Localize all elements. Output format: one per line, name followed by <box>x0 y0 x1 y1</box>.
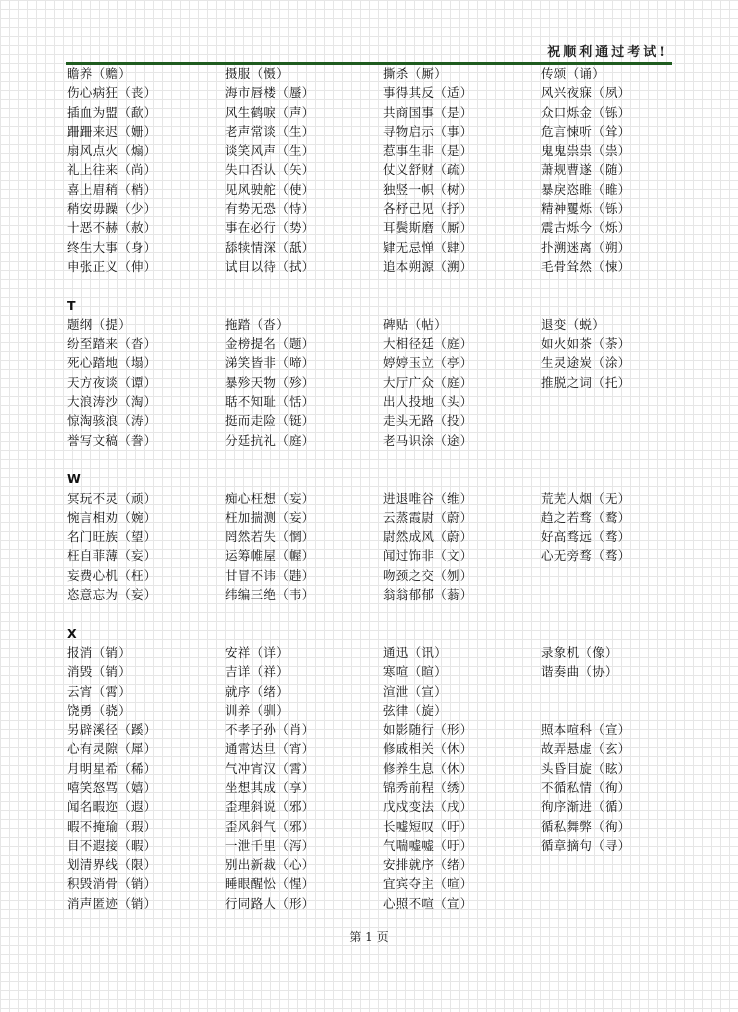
word-entry: 罔然若失（惘） <box>225 529 315 545</box>
word-entry: 云宵（霄） <box>67 683 132 699</box>
word-entry: 惋言相劝（婉） <box>67 509 157 525</box>
word-entry: 妄费心机（枉） <box>67 567 157 583</box>
word-entry: 见风驶舵（使） <box>225 181 315 197</box>
word-entry: 如影随行（形） <box>383 722 473 738</box>
word-entry: 故弄悬虚（玄） <box>541 741 631 757</box>
word-row <box>67 218 677 237</box>
word-row <box>67 103 677 122</box>
word-entry: 修养生息（休） <box>383 760 473 776</box>
word-entry: 翁翁郁郁（蓊） <box>383 587 473 603</box>
word-entry: 训养（驯） <box>225 702 290 718</box>
word-entry: 纬编三绝（韦） <box>225 587 315 603</box>
word-entry: 月明星希（稀） <box>67 760 157 776</box>
word-entry: 礼上往来（尚） <box>67 162 157 178</box>
word-entry: 事在必行（势） <box>225 220 315 236</box>
word-entry: 聒不知耻（恬） <box>225 394 315 410</box>
word-entry: 鬼鬼祟祟（祟） <box>541 143 631 159</box>
word-entry: 运筹帷屋（幄） <box>225 548 315 564</box>
word-entry: 题纲（提） <box>67 316 132 332</box>
section-letter-heading: W <box>67 471 81 487</box>
word-entry: 进退唯谷（维） <box>383 490 473 506</box>
word-entry: 气喘嘘嘘（吁） <box>383 837 473 853</box>
word-entry: 插血为盟（歃） <box>67 104 157 120</box>
word-entry: 心无旁骛（骛） <box>541 548 631 564</box>
word-entry: 闻名暇迩（遐） <box>67 799 157 815</box>
word-entry: 耳鬓斯磨（厮） <box>383 220 473 236</box>
word-entry: 趋之若骛（鹜） <box>541 509 631 525</box>
word-row <box>67 431 677 450</box>
word-entry: 誉写文稿（誊） <box>67 432 157 448</box>
word-row <box>67 160 677 179</box>
word-entry: 甘冒不讳（韪） <box>225 567 315 583</box>
word-row <box>67 508 677 527</box>
word-row <box>67 585 677 604</box>
word-entry: 心有灵隙（犀） <box>67 741 157 757</box>
word-row <box>67 817 677 836</box>
word-entry: 消声匿迹（销） <box>67 895 157 911</box>
word-entry: 报消（销） <box>67 644 132 660</box>
word-entry: 危言悚听（耸） <box>541 123 631 139</box>
word-row <box>67 489 677 508</box>
section-gap <box>67 276 677 295</box>
word-entry <box>541 894 677 913</box>
word-entry: 戊戍变法（戌） <box>383 799 473 815</box>
word-entry: 就序（绪） <box>225 683 290 699</box>
word-entry: 暇不掩瑜（瑕） <box>67 818 157 834</box>
word-row <box>67 643 677 662</box>
word-entry: 积毁消骨（销） <box>67 876 157 892</box>
word-entry: 荒芜人烟（无） <box>541 490 631 506</box>
section-letter-heading: T <box>67 297 76 313</box>
word-row <box>67 874 677 893</box>
word-entry: 传颂（诵） <box>541 66 606 81</box>
word-row <box>67 894 677 913</box>
word-entry: 婷婷玉立（亭） <box>383 355 473 371</box>
word-entry: 大相径廷（庭） <box>383 336 473 352</box>
word-entry: 稍安毋躁（少） <box>67 201 157 217</box>
word-entry: 通迅（讯） <box>383 644 448 660</box>
word-row <box>67 527 677 546</box>
word-entry: 安祥（详） <box>225 644 290 660</box>
word-entry: 寻物启示（事） <box>383 123 473 139</box>
word-row <box>67 682 677 701</box>
word-entry: 走头无路（投） <box>383 413 473 429</box>
word-entry: 渲泄（宣） <box>383 683 448 699</box>
word-entry: 肄无忌惮（肆） <box>383 239 473 255</box>
word-entry: 云蒸霞尉（蔚） <box>383 509 473 525</box>
word-entry: 嘻笑怒骂（嬉） <box>67 779 157 795</box>
word-entry: 生灵途炭（涂） <box>541 355 631 371</box>
word-entry: 头昏目旋（眩） <box>541 760 631 776</box>
word-entry: 照本喧科（宣） <box>541 722 631 738</box>
word-entry: 好高骛远（骛） <box>541 529 631 545</box>
word-entry: 不孝子孙（肖） <box>225 722 315 738</box>
word-row <box>67 199 677 218</box>
word-entry: 枉自菲薄（妄） <box>67 548 157 564</box>
word-entry: 通霄达旦（宵） <box>225 741 315 757</box>
word-entry: 涕笑皆非（啼） <box>225 355 315 371</box>
word-entry: 舔犊情深（舐） <box>225 239 315 255</box>
word-entry: 目不遐接（暇） <box>67 837 157 853</box>
word-entry: 碑贴（帖） <box>383 316 448 332</box>
word-entry: 海市唇楼（蜃） <box>225 85 315 101</box>
word-entry: 伤心病狂（丧） <box>67 85 157 101</box>
word-entry: 萧规曹遂（随） <box>541 162 631 178</box>
word-entry: 扇风点火（煽） <box>67 143 157 159</box>
word-entry: 暴殄天物（殄） <box>225 374 315 390</box>
word-entry: 风生鹤唳（声） <box>225 104 315 120</box>
word-entry: 精神矍烁（铄） <box>541 201 631 217</box>
word-entry: 有势无恐（恃） <box>225 201 315 217</box>
word-entry: 暴戾恣睢（睢） <box>541 181 631 197</box>
word-entry: 退变（蜕） <box>541 316 606 332</box>
word-entry: 风兴夜寐（夙） <box>541 85 631 101</box>
word-entry: 死心踏地（塌） <box>67 355 157 371</box>
word-entry: 摄服（慑） <box>225 66 290 81</box>
word-entry: 十恶不赫（赦） <box>67 220 157 236</box>
word-row <box>67 353 677 372</box>
word-entry: 众口烁金（铄） <box>541 104 631 120</box>
word-entry: 独竖一帜（树） <box>383 181 473 197</box>
word-entry <box>541 855 677 874</box>
word-row <box>67 180 677 199</box>
word-row <box>67 797 677 816</box>
word-row <box>67 64 677 83</box>
word-entry: 追本朔源（溯） <box>383 258 473 274</box>
word-entry: 录象机（像） <box>541 644 618 660</box>
word-row <box>67 778 677 797</box>
word-entry: 饶勇（骁） <box>67 702 132 718</box>
word-entry: 大浪涛沙（淘） <box>67 394 157 410</box>
word-entry <box>541 431 677 450</box>
word-entry: 徇序渐进（循） <box>541 799 631 815</box>
word-row <box>67 238 677 257</box>
word-entry: 毛骨耸然（悚） <box>541 258 631 274</box>
word-entry: 寒喧（暄） <box>383 664 448 680</box>
word-entry: 修戚相关（休） <box>383 741 473 757</box>
word-entry: 金榜提名（题） <box>225 336 315 352</box>
word-entry <box>541 392 677 411</box>
word-entry: 气冲宵汉（霄） <box>225 760 315 776</box>
word-entry: 划清界线（限） <box>67 857 157 873</box>
word-entry: 冥玩不灵（顽） <box>67 490 157 506</box>
word-entry: 闻过饰非（文） <box>383 548 473 564</box>
word-entry: 循章摘句（寻） <box>541 837 631 853</box>
word-entry: 分廷抗礼（庭） <box>225 432 315 448</box>
word-entry: 失口否认（矢） <box>225 162 315 178</box>
word-entry: 尉然成风（蔚） <box>383 529 473 545</box>
word-entry: 锦秀前程（绣） <box>383 779 473 795</box>
word-entry <box>541 874 677 893</box>
word-entry: 共商国事（是） <box>383 104 473 120</box>
word-entry: 吉详（祥） <box>225 664 290 680</box>
word-entry: 消毁（销） <box>67 664 132 680</box>
word-entry: 如火如茶（荼） <box>541 336 631 352</box>
word-entry <box>541 585 677 604</box>
word-entry: 吻颈之交（刎） <box>383 567 473 583</box>
word-entry: 喜上眉稍（梢） <box>67 181 157 197</box>
word-entry: 循私舞弊（徇） <box>541 818 631 834</box>
word-row <box>67 122 677 141</box>
word-row <box>67 315 677 334</box>
word-entry: 纷至踏来（沓） <box>67 336 157 352</box>
word-entry: 安排就序（绪） <box>383 857 473 873</box>
word-entry: 撕杀（厮） <box>383 66 448 81</box>
word-entry: 挺而走险（铤） <box>225 413 315 429</box>
word-entry: 一泄千里（泻） <box>225 837 315 853</box>
word-entry: 试目以待（拭） <box>225 258 315 274</box>
section-gap <box>67 450 677 469</box>
word-row <box>67 739 677 758</box>
word-row <box>67 662 677 681</box>
word-entry: 恣意忘为（妄） <box>67 587 157 603</box>
word-row <box>67 566 677 585</box>
word-row <box>67 392 677 411</box>
word-entry: 谈笑风声（生） <box>225 143 315 159</box>
word-row <box>67 334 677 353</box>
word-entry: 仗义舒财（疏） <box>383 162 473 178</box>
word-entry: 扑溯迷离（朔） <box>541 239 631 255</box>
word-entry: 推脱之词（托） <box>541 374 631 390</box>
word-entry: 跚跚来迟（姗） <box>67 123 157 139</box>
word-entry: 长嘘短叹（吁） <box>383 818 473 834</box>
word-entry: 大厅广众（庭） <box>383 374 473 390</box>
word-entry <box>541 682 677 701</box>
word-entry: 申张正义（伸） <box>67 258 157 274</box>
word-entry: 出人投地（头） <box>383 394 473 410</box>
page-number: 第 1 页 <box>349 930 389 944</box>
word-entry: 天方夜谈（谭） <box>67 374 157 390</box>
section-letter-heading: X <box>67 625 77 641</box>
word-entry: 另辟溪径（蹊） <box>67 722 157 738</box>
word-row <box>67 141 677 160</box>
word-entry: 各杼己见（抒） <box>383 201 473 217</box>
word-entry: 枉加揣测（妄） <box>225 509 315 525</box>
word-entry: 瞻养（赡） <box>67 66 132 81</box>
word-entry <box>541 411 677 430</box>
word-entry: 惹事生非（是） <box>383 143 473 159</box>
word-entry: 拖踏（沓） <box>225 316 290 332</box>
word-entry: 宜宾夺主（喧） <box>383 876 473 892</box>
word-entry: 弦律（旋） <box>383 702 448 718</box>
word-entry: 老马识涂（途） <box>383 432 473 448</box>
section-gap <box>67 604 677 623</box>
word-entry <box>541 566 677 585</box>
word-entry: 别出新裁（心） <box>225 857 315 873</box>
word-entry: 痴心枉想（妄） <box>225 490 315 506</box>
word-row <box>67 411 677 430</box>
word-entry: 行同路人（形） <box>225 895 315 911</box>
word-row <box>67 373 677 392</box>
page-header-motto: 祝顺利通过考试! <box>547 45 668 60</box>
word-entry: 睡眼醒忪（惺） <box>225 876 315 892</box>
word-entry: 心照不喧（宣） <box>383 895 473 911</box>
word-entry: 不循私情（徇） <box>541 779 631 795</box>
word-entry <box>541 701 677 720</box>
word-entry: 震古烁今（烁） <box>541 220 631 236</box>
word-row <box>67 83 677 102</box>
word-row <box>67 720 677 739</box>
word-entry: 惊淘骇浪（涛） <box>67 413 157 429</box>
word-entry: 终生大事（身） <box>67 239 157 255</box>
word-row <box>67 701 677 720</box>
word-entry: 歪风斜气（邪） <box>225 818 315 834</box>
word-row <box>67 257 677 276</box>
word-row <box>67 546 677 565</box>
word-entry: 歪理斜说（邪） <box>225 799 315 815</box>
word-row <box>67 836 677 855</box>
word-row <box>67 759 677 778</box>
word-entry: 谐奏曲（协） <box>541 664 618 680</box>
word-entry: 名门旺族（望） <box>67 529 157 545</box>
word-list <box>67 64 677 913</box>
word-entry: 坐想其成（享） <box>225 779 315 795</box>
word-entry: 老声常谈（生） <box>225 123 315 139</box>
word-row <box>67 855 677 874</box>
word-entry: 事得其反（适） <box>383 85 473 101</box>
